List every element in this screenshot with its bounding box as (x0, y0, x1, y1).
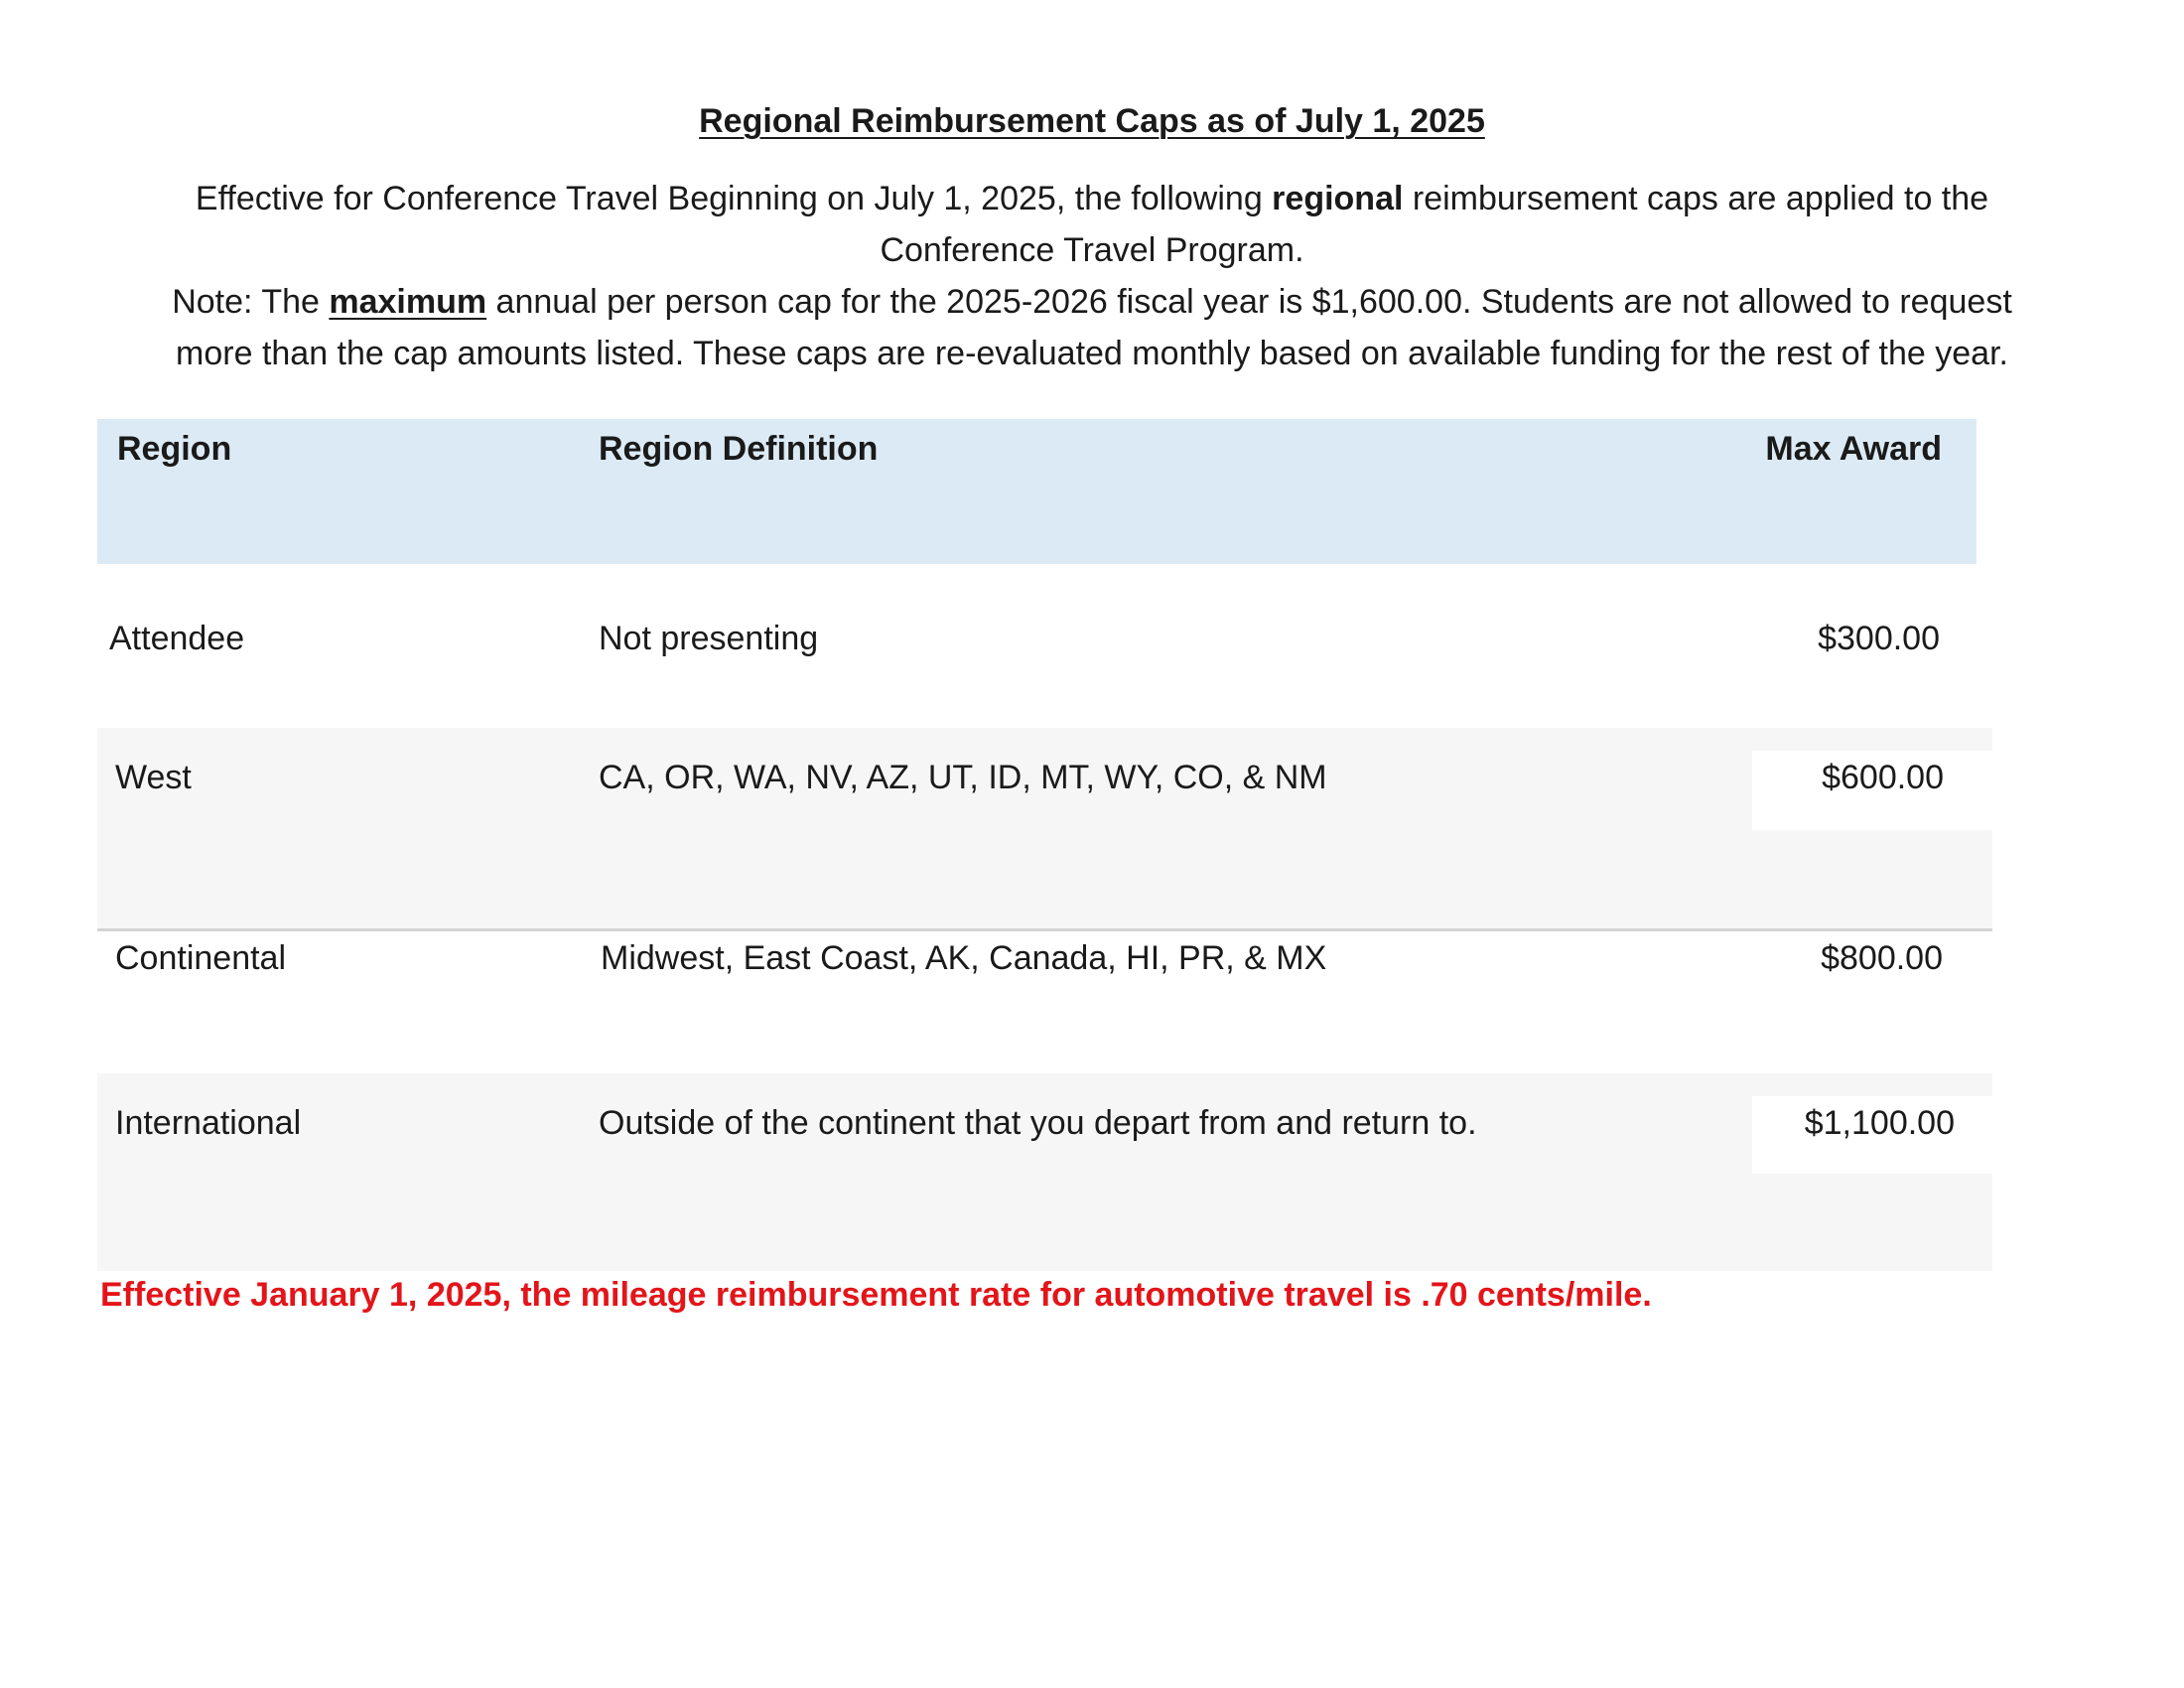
row-attendee-region: Attendee (109, 620, 245, 657)
column-header-definition: Region Definition (599, 430, 879, 468)
row-international-region: International (115, 1104, 302, 1142)
note-middle: annual per person cap for the 2025-2026 fiscal year is $1,600.00. Students are not allowed to request (486, 283, 2012, 321)
intro-line2: Conference Travel Program. (880, 231, 1304, 269)
row-west-max-award: $600.00 (1822, 759, 1944, 796)
row-west-definition: CA, OR, WA, NV, AZ, UT, ID, MT, WY, CO, & NM (599, 759, 1327, 796)
row-international-max-award: $1,100.00 (1804, 1104, 1955, 1142)
row-continental-definition: Midwest, East Coast, AK, Canada, HI, PR, & MX (601, 939, 1327, 977)
note-paragraph (79, 276, 2105, 379)
row-international-definition: Outside of the continent that you depart from and return to. (599, 1104, 1477, 1142)
intro-line1-start: Effective for Conference Travel Beginning on July 1, 2025, the following (195, 180, 1273, 217)
note-bold-maximum: maximum (329, 283, 487, 321)
note-start: Note: The (172, 283, 330, 321)
row-continental-region: Continental (115, 939, 287, 977)
page-title: Regional Reimbursement Caps as of July 1, 2025 (699, 102, 1485, 140)
row-continental-max-award: $800.00 (1821, 939, 1943, 977)
column-header-region: Region (117, 430, 232, 468)
intro-bold-regional: regional (1272, 180, 1404, 217)
column-header-max-award: Max Award (1765, 430, 1942, 468)
intro-paragraph (79, 173, 2105, 276)
note-end: more than the cap amounts listed. These caps are re-evaluated monthly based on available funding for the rest of the year. (176, 335, 2008, 372)
intro-line1-end: reimbursement caps are applied to the (1403, 180, 1989, 217)
intro-text (79, 173, 2105, 379)
row-attendee-max-award: $300.00 (1818, 620, 1940, 657)
row-west-region: West (115, 759, 192, 796)
row-divider (97, 928, 1992, 931)
table-header-band (97, 419, 1977, 564)
row-attendee-definition: Not presenting (599, 620, 819, 657)
mileage-footnote: Effective January 1, 2025, the mileage reimbursement rate for automotive travel is .70 cents/mile. (100, 1276, 1652, 1314)
